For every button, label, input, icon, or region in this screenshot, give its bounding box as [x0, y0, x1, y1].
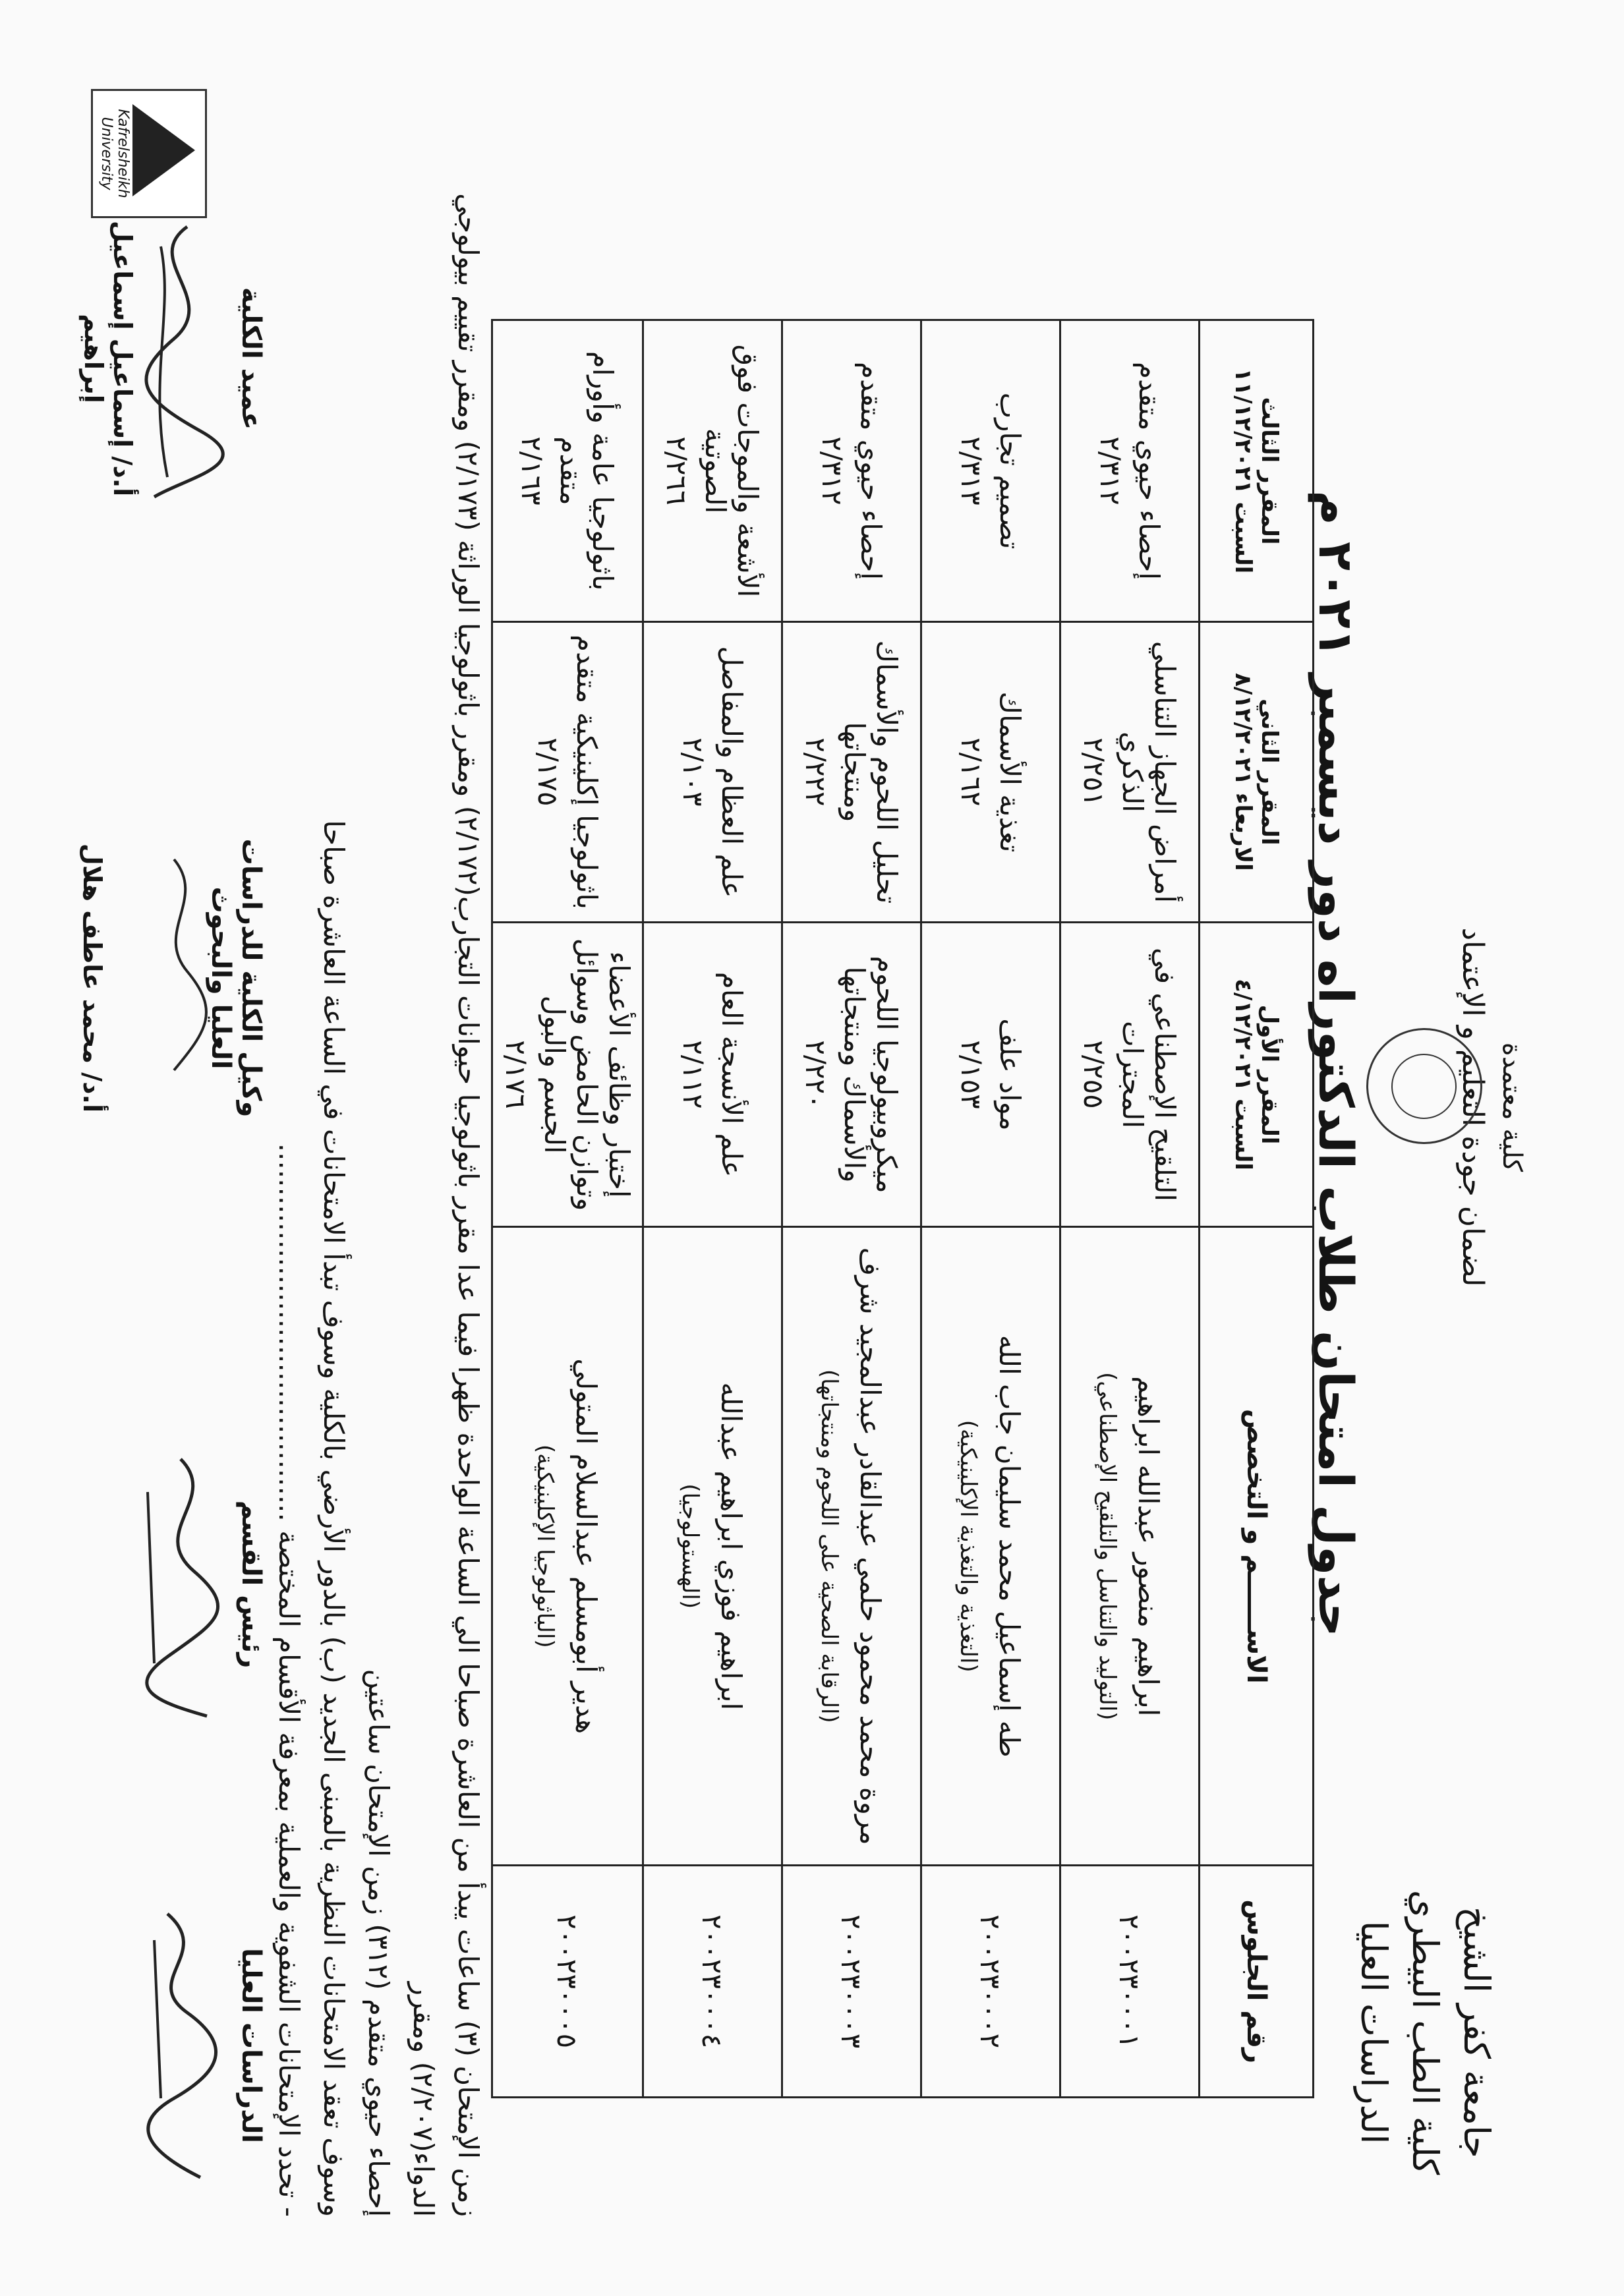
student-cell: ابراهيم فوزي ابراهيم عبدالله (الهستولوجيا) — [643, 1227, 782, 1866]
course-2-cell: أمراض الجهاز التناسلي الذكري ٢/٢٥١ — [1060, 622, 1200, 923]
course-1-header: المقرر الأول السبت ٤/١٢/٢٠٢١ — [1200, 922, 1314, 1226]
table-row — [492, 320, 643, 2098]
seat-number-cell: ٢٠٠٢٣٠٠٠٣ — [782, 1866, 921, 2098]
university-name: جامعة كفر الشيخ — [1456, 1907, 1497, 2158]
accreditation-seal-icon — [1366, 1028, 1482, 1144]
signature-dean: عميد الكلية أ.د/ إسماعيل إسماعيل إبراهيم — [79, 187, 266, 530]
course-2-cell: تحليل اللحوم والأسماك ومنتجاتها ٢/٢٢٢ — [782, 622, 921, 923]
signature-graduate-studies: الدراسات العليا — [236, 1874, 266, 2217]
table-row — [921, 320, 1060, 2098]
table-row — [782, 320, 921, 2098]
seat-number-cell: ٢٠٠٢٣٠٠٠١ — [1060, 1866, 1200, 2098]
course-1-cell: ميكروبيولوجيا اللحوم والأسماك ومنتجاتها ٢/٢٢٠ — [782, 922, 921, 1226]
table-row — [643, 320, 782, 2098]
exam-location-note: وسوف تعقد الامتحانات النظرية بالمبنى الجديد (ب) بالدور الأرضي بالكلية وسوف تبدأ الامتحانات في الساعة العاشرة صباحا — [318, 820, 350, 2217]
course-3-cell: الأشعة والموجات فوق الصوتية ٢/٢٦٦ — [643, 320, 782, 622]
seat-number-cell: ٢٠٠٢٣٠٠٠٤ — [643, 1866, 782, 2098]
exam-duration-note-cont: إحصاء حيوي متقدم (٣١٢) زمن الإمتحان ساعتين — [362, 1669, 395, 2217]
course-2-header: المقرر الثاني الاربعاء ٨/١٢/٢٠٢١ — [1200, 622, 1314, 923]
handwritten-signature-icon — [134, 833, 227, 1123]
page-title: جدول امتحان طلاب الدكتوراه دور ديسمبر ٢٠٢١ م — [1308, 490, 1364, 1637]
student-cell: هدير أبومسلم عبدالسلام المتولي (الباثولوجيا الإكلينيكية) — [492, 1227, 643, 1866]
department-name: الدراسات العليا — [1353, 1920, 1395, 2144]
course-1-cell: مواد علف ٢/١٥٣ — [921, 922, 1060, 1226]
exam-schedule-table — [491, 319, 1314, 2098]
course-2-cell: تغذية الأسماك ٢/١٦٢ — [921, 622, 1060, 923]
course-2-cell: علم العظام والمفاصل ٢/١٠٣ — [643, 622, 782, 923]
quality-assurance-text: لضمان جودة التعليم و الإعتماد — [1456, 927, 1490, 1287]
handwritten-signature-icon — [134, 1901, 227, 2191]
handwritten-signature-icon — [134, 1439, 227, 1729]
name-specialty-header: الاســــــم و التخصص — [1200, 1227, 1314, 1866]
signature-block — [42, 174, 266, 2217]
student-cell: طه إسماعيل محمد سليمان جاب الله (التغذية والتغذية الإكلينيكية) — [921, 1227, 1060, 1866]
seat-number-cell: ٢٠٠٢٣٠٠٠٥ — [492, 1866, 643, 2098]
course-1-cell: علم الأنسجة العام ٢/١١٢ — [643, 922, 782, 1226]
accredited-faculty-text: كلية معتمدة — [1497, 1042, 1527, 1172]
exam-notes — [266, 174, 490, 2217]
course-1-cell: إختبار وظائف الأعضاء وتوازن الحامض وسوائل الجسم والبول ٢/١٧٦ — [492, 922, 643, 1226]
course-1-cell: التلقيح الإصطناعي في المجترات ٢/٢٥٥ — [1060, 922, 1200, 1226]
handwritten-signature-icon — [134, 214, 227, 503]
student-cell: مروة محمد محمود حلمي عبدالقادر عبدالمجيد شرف (الرقابة الصحية على اللحوم ومنتجاتها) — [782, 1227, 921, 1866]
exam-duration-note: زمن الإمتحان (٣) ساعات يبدأ من العاشرة صباحا الي الساعة الواحدة ظهرا فيما عدا مقرر باثولوجيا حيوانات التجارب(٢/١٧٢) ومقرر باثولوجيا الوراثة (٢/١٧٣) ومقرر تقييم بيولوجي الدواء(٢/٢٠٧) ومقرر — [407, 193, 484, 2217]
course-2-cell: باثولوجيا إكلينيكية متقدم ٢/١٧٥ — [492, 622, 643, 923]
course-3-header: المقرر الثالث السبت ١١/١٢/٢٠٢١ — [1200, 320, 1314, 622]
course-3-cell: باثولوجيا عامة وأورام متقدم ٢/١٦٣ — [492, 320, 643, 622]
university-logo-text: Kafrelsheikh University — [98, 109, 131, 198]
table-header-row — [1200, 320, 1314, 2098]
seat-number-cell: ٢٠٠٢٣٠٠٠٢ — [921, 1866, 1060, 2098]
table-row — [1060, 320, 1200, 2098]
faculty-name: كلية الطب البيطري — [1405, 1889, 1446, 2175]
university-header — [1348, 1848, 1502, 2217]
signature-vice-dean: وكيل الكلية للدراسات العليا والبحوث أ.د/ محمد عاطف هلال — [78, 807, 266, 1149]
signature-department-head: رئيس القسم — [236, 1413, 266, 1756]
seat-number-header: رقم الجلوس — [1200, 1866, 1314, 2098]
course-3-cell: تصميم تجارب ٢/٣١٣ — [921, 320, 1060, 622]
course-3-cell: إحصاء حيوي متقدم ٢/٣١٢ — [782, 320, 921, 622]
oral-exam-note: - تحدد الإمتحانات الشفوية والعملية بمعرفة الأقسام المختصة ........................................... — [273, 1143, 305, 2217]
course-3-cell: إحصاء حيوي متقدم ٢/٣١٢ — [1060, 320, 1200, 622]
student-cell: ابراهيم منصور عبدالله ابراهيم (التوليد والتناسل والتلقيح الإصطناعي) — [1060, 1227, 1200, 1866]
